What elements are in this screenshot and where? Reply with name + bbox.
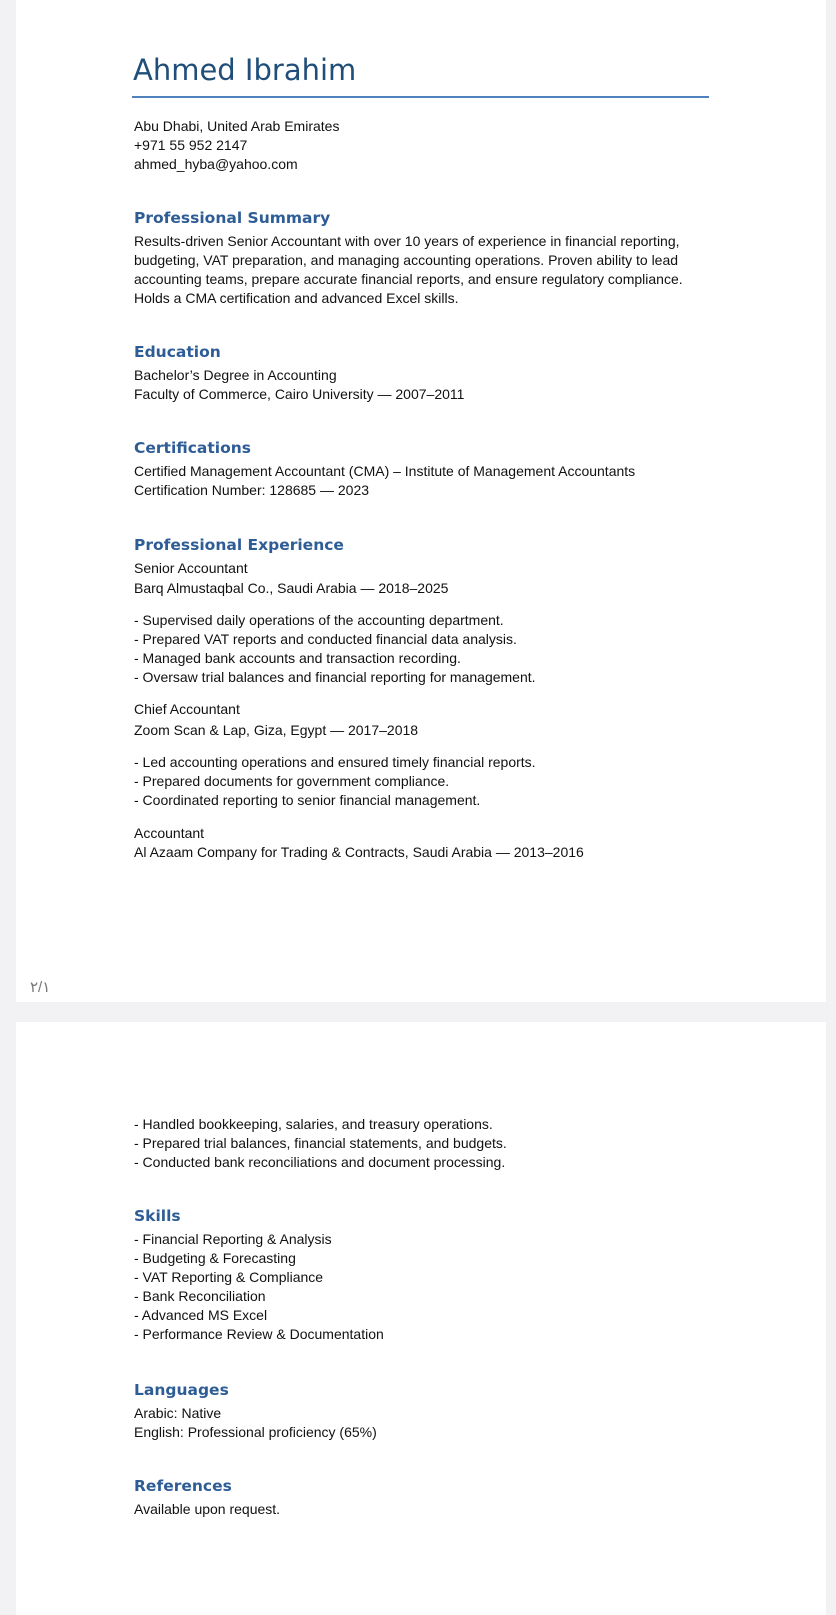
summary-line: budgeting, VAT preparation, and managing accounting operations. Proven ability to lead <box>134 252 679 268</box>
name-divider <box>132 96 709 98</box>
summary-line: accounting teams, prepare accurate financial reports, and ensure regulatory compliance. <box>134 271 683 287</box>
resume-name: Ahmed Ibrahim <box>133 53 357 87</box>
job-bullet: - Prepared VAT reports and conducted financial data analysis. <box>134 631 517 647</box>
job-bullet: - Prepared documents for government compliance. <box>134 773 450 789</box>
references-heading: References <box>134 1477 232 1495</box>
certifications-heading: Certifications <box>134 439 252 457</box>
job-company: Al Azaam Company for Trading & Contracts, Saudi Arabia — 2013–2016 <box>134 844 584 860</box>
job-company: Barq Almustaqbal Co., Saudi Arabia — 2018–2025 <box>134 580 449 596</box>
document-page-1 <box>16 0 826 1002</box>
job-bullet: - Conducted bank reconciliations and document processing. <box>134 1154 506 1170</box>
skill-item: - Financial Reporting & Analysis <box>134 1231 332 1247</box>
job-bullet: - Supervised daily operations of the accounting department. <box>134 612 504 628</box>
summary-line: Results-driven Senior Accountant with over 10 years of experience in financial reporting, <box>134 233 680 249</box>
contact-email[interactable]: ahmed_hyba@yahoo.com <box>134 156 298 172</box>
page-indicator: ٢/١ <box>30 979 51 996</box>
job-company: Zoom Scan & Lap, Giza, Egypt — 2017–2018 <box>134 722 419 738</box>
job-bullet: - Managed bank accounts and transaction recording. <box>134 650 461 666</box>
references-text: Available upon request. <box>134 1501 281 1517</box>
certification-name: Certified Management Accountant (CMA) – Institute of Management Accountants <box>134 463 636 479</box>
job-title: Accountant <box>134 825 205 841</box>
summary-line: Holds a CMA certification and advanced Excel skills. <box>134 290 459 306</box>
job-bullet: - Handled bookkeeping, salaries, and treasury operations. <box>134 1116 493 1132</box>
job-title: Chief Accountant <box>134 701 240 717</box>
skill-item: - Bank Reconciliation <box>134 1288 266 1304</box>
skill-item: - VAT Reporting & Compliance <box>134 1269 324 1285</box>
document-page-2 <box>16 1022 826 1615</box>
job-bullet: - Prepared trial balances, financial statements, and budgets. <box>134 1135 507 1151</box>
certification-number: Certification Number: 128685 — 2023 <box>134 482 370 498</box>
languages-heading: Languages <box>134 1381 229 1399</box>
summary-heading: Professional Summary <box>134 209 331 227</box>
skill-item: - Advanced MS Excel <box>134 1307 268 1323</box>
education-degree: Bachelor’s Degree in Accounting <box>134 367 337 383</box>
experience-heading: Professional Experience <box>134 536 344 554</box>
language-item: Arabic: Native <box>134 1405 222 1421</box>
job-bullet: - Coordinated reporting to senior financial management. <box>134 792 481 808</box>
skill-item: - Budgeting & Forecasting <box>134 1250 296 1266</box>
job-bullet: - Led accounting operations and ensured timely financial reports. <box>134 754 536 770</box>
job-title: Senior Accountant <box>134 560 248 576</box>
education-heading: Education <box>134 343 221 361</box>
language-item: English: Professional proficiency (65%) <box>134 1424 377 1440</box>
skill-item: - Performance Review & Documentation <box>134 1326 384 1342</box>
job-bullet: - Oversaw trial balances and financial reporting for management. <box>134 669 536 685</box>
contact-phone: +971 55 952 2147 <box>134 137 248 153</box>
contact-location: Abu Dhabi, United Arab Emirates <box>134 118 340 134</box>
education-school: Faculty of Commerce, Cairo University — 2007–2011 <box>134 386 465 402</box>
skills-heading: Skills <box>134 1207 181 1225</box>
